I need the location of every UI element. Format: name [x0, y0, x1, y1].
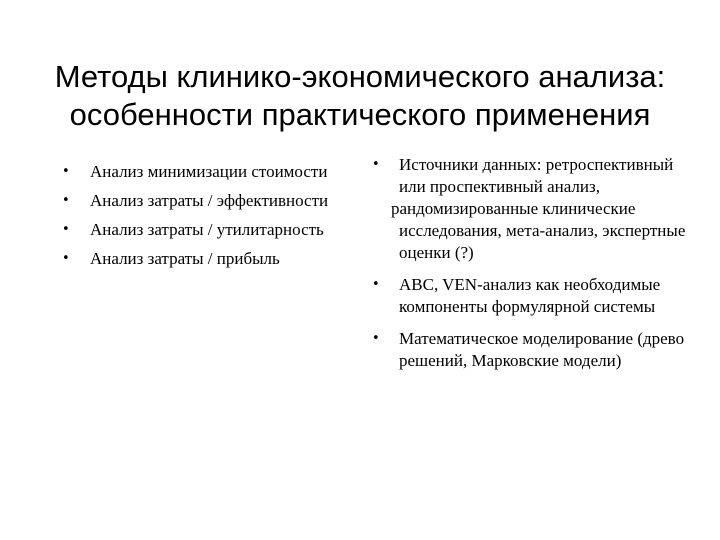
bullet-icon: • [372, 331, 380, 346]
list-item [369, 274, 694, 318]
list-item-text: ABC, VEN-анализ как необходимые компоненты формулярной системы [399, 275, 661, 316]
left-bullet-list [60, 161, 335, 277]
slide-title [30, 58, 690, 134]
bullet-icon: • [62, 193, 70, 208]
list-item-text: Анализ затраты / прибыль [90, 249, 280, 268]
list-item-text: Анализ минимизации стоимости [90, 162, 328, 181]
bullet-icon: • [372, 157, 380, 172]
list-item-text: Анализ затраты / эффективности [90, 191, 329, 210]
list-item-text: Математическое моделирование (древо решений, Марковские модели) [399, 329, 685, 370]
list-item [60, 219, 335, 240]
list-item-text: Анализ затраты / утилитарность [90, 220, 324, 239]
bullet-icon: • [62, 251, 70, 266]
bullet-icon: • [62, 222, 70, 237]
bullet-icon: • [62, 164, 70, 179]
slide-title-line-2: особенности практического применения [69, 97, 651, 132]
list-item-continuation-rest: исследования, мета-анализ, экспертные оценки (?) [399, 221, 686, 262]
list-item [369, 154, 694, 264]
list-item [60, 161, 335, 182]
list-item [60, 190, 335, 211]
list-item-text: Источники данных: ретроспективный или проспективный анализ, [399, 155, 674, 196]
list-item-continuation: рандомизированные клинические [391, 199, 636, 218]
right-bullet-list [369, 154, 694, 382]
list-item [369, 328, 694, 372]
list-item [60, 248, 335, 269]
bullet-icon: • [372, 277, 380, 292]
slide-title-line-1: Методы клинико-экономического анализа: [54, 59, 666, 94]
